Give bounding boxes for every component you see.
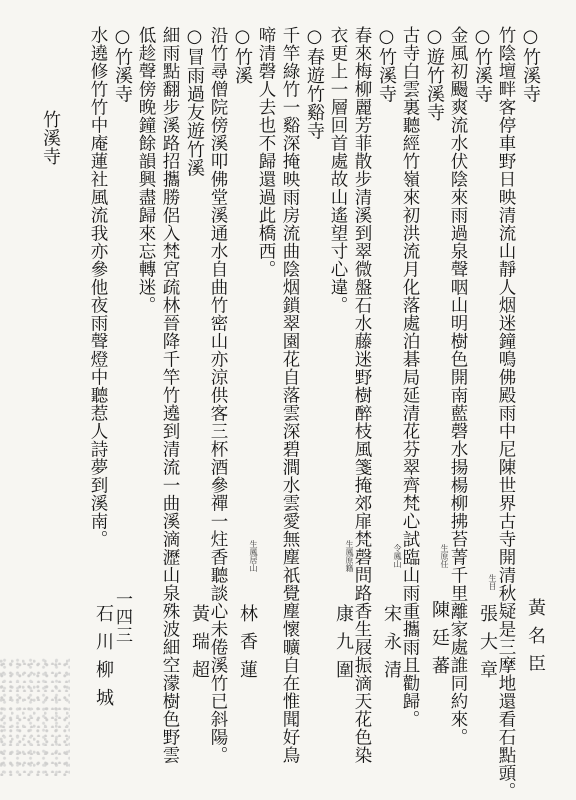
text-column-15: ○冒雨過友遊竹溪 <box>184 26 205 177</box>
scan-noise <box>0 656 70 776</box>
text-column-9: 衣更上一層回首處故山遙望寸心違。 <box>328 26 348 314</box>
author-name: 黃名臣 <box>525 598 546 682</box>
text-column-3: ○竹溪寺 <box>472 26 493 103</box>
author-name: 宋永清 <box>381 604 402 688</box>
text-column-14: 沿竹尋僧院傍溪叩佛堂溪通水自曲竹密山亦涼供客三杯酒參禪一炷香聽談心未倦溪竹已斜陽。 <box>208 26 228 764</box>
author-note: 生目 <box>488 574 497 590</box>
text-column-8: 春來梅柳麗芳菲散步清溪到翠微盤石水藤迷野樹醉枝風箋掩郊扉梵磬問路香生屐振滴天花色染 <box>352 26 372 764</box>
author-note: 生鳳原籍 <box>345 540 354 572</box>
author-name: 石川柳城 <box>93 604 114 716</box>
author-name: 林香蓮 <box>237 604 258 688</box>
text-column-6: 古寺白雲裏聽經竹嶺來初洪流月化落處泊碁局延清花芬翠齊梵心試臨山雨重攜雨且勸歸。 <box>400 26 420 728</box>
text-column-10: ○春遊竹谿寺 <box>304 26 325 140</box>
text-column-4: 金風初颺爽流水伏陰來雨過泉聲咽山明樹色開南藍磬水揚楊柳拂苔菁千里離家處誰同約來。 <box>448 26 468 746</box>
text-column-19: 水遶修竹竹中庵蓮社風流我亦參他夜雨聲燈中聽惹人詩夢到溪南。 <box>88 26 108 548</box>
text-column-11: 千竿綠竹一谿深掩映雨房流曲陰烟鎖翠園花自落雲深碧澗水雲愛無塵祇覺塵懷曠自在惟聞好鳥 <box>280 26 300 764</box>
author-name: 張大章 <box>477 604 498 688</box>
page-number: 一四三 <box>112 590 132 644</box>
text-column-18: ○竹溪寺 <box>112 26 133 103</box>
text-column-2: 竹陰壇畔客停車野日映清流山靜人烟迷鐘鳴佛殿雨中尼陳世界古寺開清秋疑是三摩地還看石點頭。 <box>496 26 516 800</box>
text-column-17: 低趁聲傍晚鐘餘韻興盡歸來忘轉迷。 <box>136 26 156 314</box>
author-name: 黃瑞超 <box>189 604 210 688</box>
author-name: 康九圍 <box>333 604 354 688</box>
author-note: 生鳳居山 <box>249 540 258 572</box>
text-column-7: ○竹溪寺 <box>376 26 397 103</box>
text-column-16: 細雨點翻步溪路招攜勝侶入梵宮疏林晉降千竿竹遶到清流一曲溪滴瀝山泉殊波細空濛樹色野雲 <box>160 26 180 764</box>
author-name: 陳廷蕃 <box>429 600 450 684</box>
author-note: 令鳳山 <box>393 544 402 568</box>
text-column-13: ○竹溪 <box>232 26 253 85</box>
text-column-12: 啼清磬人去也不歸還過此橋西。 <box>256 26 276 278</box>
author-note: 生原任 <box>440 544 449 568</box>
text-column-20: 竹溪寺 <box>40 110 61 166</box>
text-column-5: ○遊竹溪寺 <box>424 26 445 122</box>
text-column-1: ○竹溪寺 <box>520 26 541 103</box>
